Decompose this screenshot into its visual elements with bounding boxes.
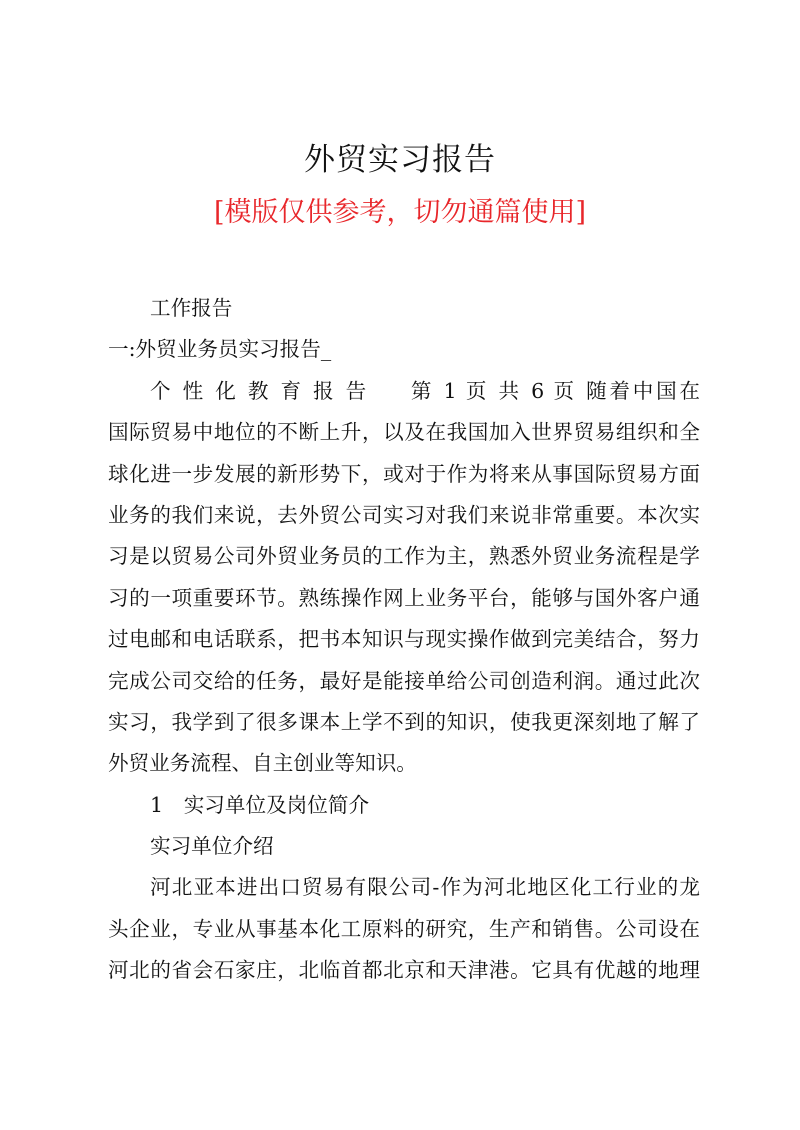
paragraph-line: 业务的我们来说，去外贸公司实习对我们来说非常重要。本次实: [108, 502, 700, 527]
paragraph-line: 过电邮和电话联系，把书本知识与现实操作做到完美结合，努力: [108, 627, 700, 652]
section-heading-internship-report: 一:外贸业务员实习报告_: [108, 337, 332, 362]
document-title: 外贸实习报告: [304, 142, 496, 178]
subsection-heading-unit: 实习单位介绍: [150, 834, 274, 859]
paragraph-line: 个 性 化 教 育 报 告 第 1 页 共 6 页 随着中国在: [150, 378, 700, 403]
document-subtitle: [模版仅供参考，切勿通篇使用]: [213, 197, 587, 228]
paragraph-line: 河北亚本进出口贸易有限公司-作为河北地区化工行业的龙: [150, 875, 700, 900]
paragraph-line: 完成公司交给的任务，最好是能接单给公司创造利润。通过此次: [108, 668, 700, 693]
paragraph-line: 河北的省会石家庄，北临首都北京和天津港。它具有优越的地理: [108, 958, 700, 983]
paragraph-line: 外贸业务流程、自主创业等知识。: [108, 751, 417, 776]
paragraph-line: 头企业，专业从事基本化工原料的研究，生产和销售。公司设在: [108, 916, 700, 941]
paragraph-line: 球化进一步发展的新形势下，或对于作为将来从事国际贸易方面: [108, 461, 700, 486]
paragraph-line: 习是以贸易公司外贸业务员的工作为主，熟悉外贸业务流程是学: [108, 544, 700, 569]
section-heading-work-report: 工作报告: [150, 296, 233, 320]
paragraph-line: 国际贸易中地位的不断上升，以及在我国加入世界贸易组织和全: [108, 420, 700, 445]
section-heading-unit-intro: 1 实习单位及岗位简介: [150, 792, 370, 817]
paragraph-line: 实习，我学到了很多课本上学不到的知识，使我更深刻地了解了: [108, 709, 700, 734]
document-body: [108, 288, 700, 992]
paragraph-line: 习的一项重要环节。熟练操作网上业务平台，能够与国外客户通: [108, 585, 700, 610]
